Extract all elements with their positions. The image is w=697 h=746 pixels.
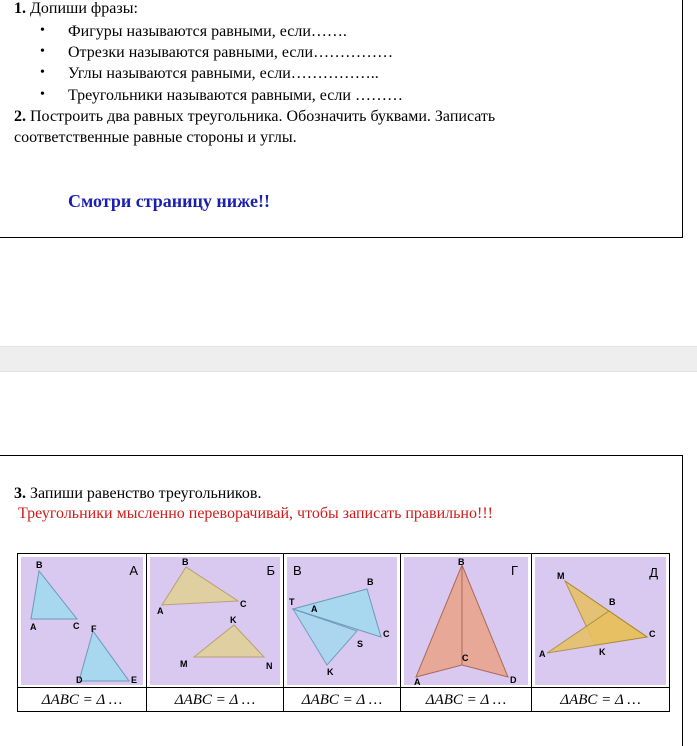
panel-letter: В [293,563,302,578]
vertex-label: B [367,577,374,587]
triangle-kmn [194,625,264,657]
task3-number: 3. [14,485,26,502]
panel-d-triangles [535,557,666,685]
panel-letter: А [129,563,138,578]
vertex-label: K [230,615,237,625]
equation-d: ΔABC = Δ … [560,692,641,708]
task1-item: Отрезки называются равными, если…………… [68,44,394,61]
panel-letter: Д [649,565,658,580]
task3-hint: Треугольники мысленно переворачивай, чтобы записать правильно!!! [18,505,493,522]
vertex-label: M [180,659,188,669]
see-below-note: Смотри страницу ниже!! [68,191,270,211]
triangles-table [17,553,670,712]
vertex-label: N [266,661,273,671]
panel-v-triangles [287,557,397,685]
triangle-def [79,631,129,681]
panel-d-figure [535,557,666,685]
vertex-label: A [30,622,37,632]
vertex-label: C [73,621,80,631]
panel-b-triangles [150,557,280,685]
panel-a-triangles [21,557,143,685]
vertex-label: A [414,677,421,685]
panel-b [147,554,284,687]
bullet: • [40,87,45,102]
vertex-label: D [76,675,83,685]
vertex-label: E [131,675,138,685]
vertex-label: C [240,599,247,609]
panel-g [401,554,532,687]
panel-letter: Б [266,563,275,578]
equation-row [18,687,669,712]
task1-item: Углы называются равными, если…………….. [68,65,379,82]
triangle-abc [162,567,238,605]
vertex-label: K [327,667,334,677]
vertex-label: C [649,629,656,639]
task2-line2: соответственные равные стороны и углы. [14,129,297,146]
task1-item: Треугольники называются равными, если ……… [68,87,403,104]
panel-v-figure [287,557,397,685]
page-separator [0,346,697,372]
task-box-top [0,0,683,238]
vertex-label: F [91,624,97,634]
vertex-label: S [357,639,364,649]
task2-text: Построить два равных треугольника. Обозначить буквами. Записать [30,108,496,125]
vertex-label: M [557,571,565,581]
vertex-label: D [510,675,517,685]
panel-d [532,554,670,687]
panel-g-figure [404,557,528,685]
panel-letter: Г [510,563,518,578]
vertex-label: A [539,649,546,659]
vertex-label: A [311,604,318,614]
equation-v: ΔABC = Δ … [284,688,401,712]
vertex-label: T [289,597,295,607]
vertex-label: B [182,557,189,567]
task3-title: Запиши равенство треугольников. [30,485,262,502]
panel-a [18,554,147,687]
task1-title: Допиши фразы: [30,0,138,17]
task2-number: 2. [14,108,26,125]
bullet: • [40,23,45,38]
triangle-abc [31,571,77,619]
vertex-label: K [599,647,606,657]
task1-number: 1. [14,0,26,17]
task1-heading [14,0,138,18]
vertex-label: B [36,560,43,570]
vertex-label: B [458,557,465,567]
panel-b-figure [150,557,280,685]
vertex-label: C [383,629,390,639]
vertex-label: A [157,606,164,616]
bullet: • [40,44,45,59]
vertex-label: B [609,597,616,607]
panel-v [284,554,401,687]
triangle-dbc [462,565,508,677]
panel-g-triangles [404,557,528,685]
bullet: • [40,65,45,80]
panel-a-figure [21,557,143,685]
equation-b: ΔABC = Δ … [147,688,284,712]
triangle-abc [416,565,462,677]
vertex-label: C [462,653,469,663]
equation-g: ΔABC = Δ … [401,688,532,712]
task3-heading [14,485,261,503]
equation-a: ΔABC = Δ … [18,688,147,712]
task1-item: Фигуры называются равными, если……. [68,23,347,40]
task2-line1 [14,108,495,126]
